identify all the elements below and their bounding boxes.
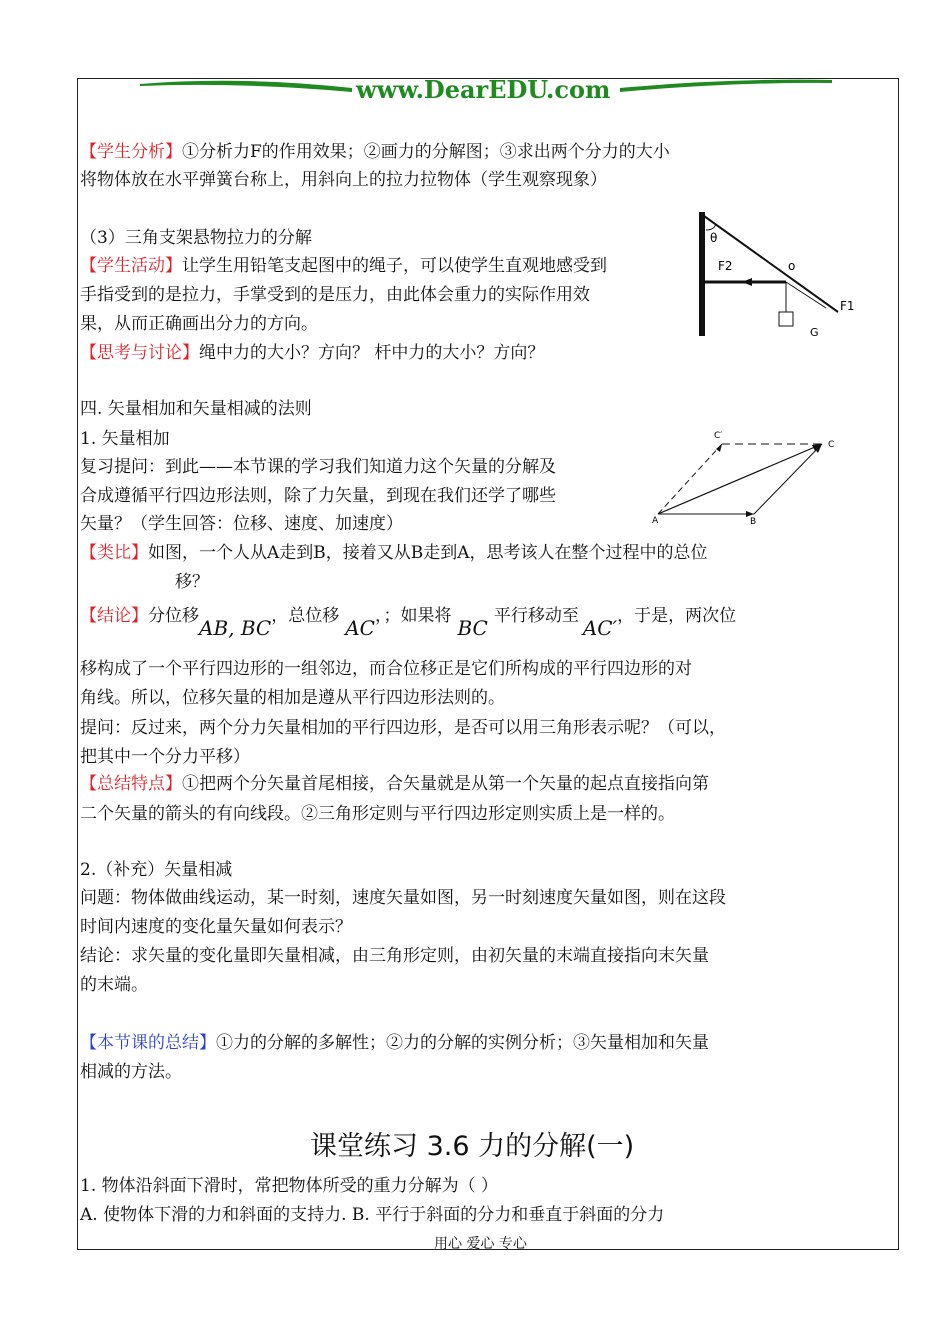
paragraph-line: 结论：求矢量的变化量即矢量相减，由三角形定则，由初矢量的末端直接指向末矢量 <box>80 946 709 966</box>
g-label: G <box>810 326 819 339</box>
theta-arc <box>706 224 716 230</box>
label-tag: 【总结特点】 <box>80 774 182 794</box>
question-line: 1. 物体沿斜面下滑时，常把物体所受的重力分解为（ ） <box>80 1176 499 1196</box>
line-text: ①把两个分矢量首尾相接，合矢量就是从第一个矢量的起点直接指向第 <box>182 774 709 794</box>
f1-label: F1 <box>840 299 855 313</box>
paragraph-line: 复习提问：到此——本节课的学习我们知道力这个矢量的分解及 <box>80 457 556 477</box>
line-text: ①分析力F的作用效果；②画力的分解图；③求出两个分力的大小 <box>182 142 670 162</box>
label-tag: 【思考与讨论】 <box>80 343 199 363</box>
paragraph-line <box>80 602 736 646</box>
label-tag: 【结论】 <box>80 606 148 626</box>
weight-box <box>779 312 793 326</box>
f2-label: F2 <box>718 259 733 273</box>
math-ac: AC <box>345 616 375 640</box>
section-title: 课堂练习 3.6 力的分解(一) <box>310 1131 635 1162</box>
c-prime-label: C′ <box>714 431 723 441</box>
paragraph-line: 移构成了一个平行四边形的一组邻边，而合位移正是它们所构成的平行四边形的对 <box>80 659 692 679</box>
paragraph-line: 提问：反过来，两个分力矢量相加的平行四边形，是否可以用三角形表示呢？（可以， <box>80 718 726 738</box>
paragraph-line <box>80 541 708 565</box>
line-text: 绳中力的大小？方向？ 杆中力的大小？方向？ <box>199 343 545 363</box>
label-tag: 【学生分析】 <box>80 142 182 162</box>
line-text: ，；如果将 <box>374 606 452 626</box>
line-text: 平行移动至 <box>493 606 579 626</box>
subsection-heading: 1. 矢量相加 <box>80 429 170 449</box>
ac-prime-dashed <box>658 444 722 514</box>
paragraph-line: 二个矢量的箭头的有向线段。②三角形定则与平行四边形定则实质上是一样的。 <box>80 804 675 824</box>
line-text: ①力的分解的多解性；②力的分解的实例分析；③矢量相加和矢量 <box>216 1033 709 1053</box>
paragraph-line <box>80 1031 709 1055</box>
label-tag: 【类比】 <box>80 543 148 563</box>
wall-bar <box>699 212 705 336</box>
line-text: ，总位移 <box>271 606 340 626</box>
paragraph-line: 将物体放在水平弹簧台称上，用斜向上的拉力拉物体（学生观察现象） <box>80 170 607 190</box>
paragraph-line: 矢量？（学生回答：位移、速度、加速度） <box>80 514 403 534</box>
paragraph-line <box>80 254 607 278</box>
a-label: A <box>652 516 659 526</box>
line-text: ，于是，两次位 <box>617 606 737 626</box>
paragraph-line: 问题：物体做曲线运动，某一时刻，速度矢量如图，另一时刻速度矢量如图，则在这段 <box>80 888 726 908</box>
paragraph-line: （3）三角支架悬物拉力的分解 <box>80 228 312 248</box>
o-label: o <box>788 259 796 273</box>
line-text: 让学生用铅笔支起图中的绳子，可以使学生直观地感受到 <box>182 256 607 276</box>
paragraph-line: 合成遵循平行四边形法则，除了力矢量，到现在我们还学了哪些 <box>80 486 556 506</box>
c-prime-arrowhead <box>716 444 722 452</box>
line-text: 如图，一个人从A走到B，接着又从B走到A，思考该人在整个过程中的总位 <box>148 543 708 563</box>
paragraph-line: 相减的方法。 <box>80 1062 182 1082</box>
paragraph-line: 把其中一个分力平移） <box>80 747 250 767</box>
paragraph-line: 时间内速度的变化量矢量如何表示？ <box>80 917 352 937</box>
math-ab-bc: AB, BC <box>199 616 272 640</box>
subsection-heading: 2.（补充）矢量相减 <box>80 860 233 880</box>
paragraph-line <box>80 341 544 365</box>
f2-arrowhead <box>742 278 752 286</box>
question-options: A. 使物体下滑的力和斜面的支持力. B. 平行于斜面的分力和垂直于斜面的分力 <box>80 1205 665 1225</box>
paragraph-line: 角线。所以，位移矢量的相加是遵从平行四边形法则的。 <box>80 688 505 708</box>
label-tag: 【本节课的总结】 <box>80 1033 216 1053</box>
math-ac-prime: AC′ <box>582 616 618 640</box>
paragraph-line: 果，从而正确画出分力的方向。 <box>80 314 318 334</box>
c-label: C <box>828 440 835 450</box>
page-footer: 用心 爱心 专心 <box>434 1236 527 1252</box>
theta-label: θ <box>710 231 718 245</box>
paragraph-line <box>80 140 670 164</box>
ac-vector <box>658 444 822 514</box>
f1-arrow <box>786 282 826 308</box>
paragraph-line: 移？ <box>175 572 209 592</box>
paragraph-line: 手指受到的是拉力，手掌受到的是压力，由此体会重力的实际作用效 <box>80 285 590 305</box>
b-label: B <box>750 517 757 527</box>
bracket-figure <box>690 208 870 343</box>
vector-figure <box>650 428 840 528</box>
banner-text: www.DearEDU.com <box>356 75 611 104</box>
paragraph-line <box>80 772 709 796</box>
label-tag: 【学生活动】 <box>80 256 182 276</box>
math-bc: BC <box>457 616 488 640</box>
line-text: 分位移 <box>148 606 199 626</box>
paragraph-line: 的末端。 <box>80 975 148 995</box>
section-heading: 四. 矢量相加和矢量相减的法则 <box>80 399 312 419</box>
bc-vector <box>754 444 822 514</box>
